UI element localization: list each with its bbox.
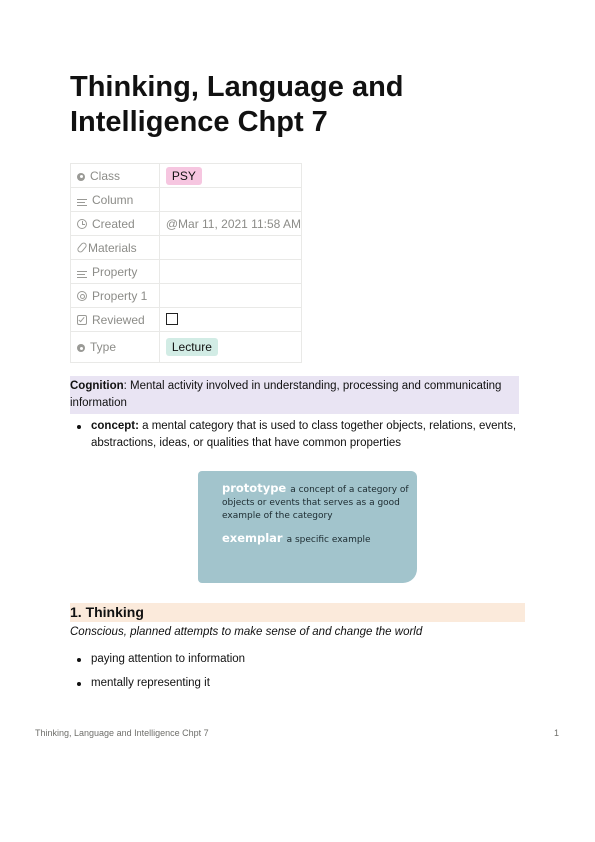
property-value xyxy=(159,308,301,332)
text-icon xyxy=(77,199,87,206)
property-key: Reviewed xyxy=(71,308,160,332)
bullet-icon xyxy=(77,682,81,686)
concept-text: a mental category that is used to class together objects, relations, events, abstractions, ideas, or qualities that have common properties xyxy=(91,420,517,449)
list-item-text: mentally representing it xyxy=(91,677,210,689)
list-item xyxy=(70,675,520,692)
list-item xyxy=(70,651,520,668)
property-row-property-1[interactable] xyxy=(71,284,302,308)
footer-title: Thinking, Language and Intelligence Chpt 7 xyxy=(35,728,209,738)
select-icon xyxy=(77,344,85,352)
bullet-icon xyxy=(77,658,81,662)
property-value[interactable] xyxy=(159,188,301,212)
bullet-icon xyxy=(77,425,81,429)
created-date[interactable]: @Mar 11, 2021 11:58 AM xyxy=(159,212,301,236)
property-value[interactable] xyxy=(159,164,301,188)
definition-image xyxy=(198,471,417,583)
mention-icon xyxy=(77,291,87,301)
prototype-term: prototype xyxy=(222,481,287,495)
property-key: Property 1 xyxy=(71,284,160,308)
page-number: 1 xyxy=(553,728,559,738)
property-key: Column xyxy=(71,188,160,212)
exemplar-text: a specific example xyxy=(286,535,371,545)
property-row-materials[interactable] xyxy=(71,236,302,260)
callout-text: : Mental activity involved in understanding, processing and communicating information xyxy=(70,380,502,409)
section-subline: Conscious, planned attempts to make sense of and change the world xyxy=(70,626,423,638)
prototype-text: a concept of a category of objects or events that serves as a good example of the category xyxy=(222,485,409,521)
text-icon xyxy=(77,271,87,278)
property-row-created[interactable] xyxy=(71,212,302,236)
concept-list xyxy=(70,418,520,459)
property-key: Class xyxy=(71,164,160,188)
property-value[interactable] xyxy=(159,236,301,260)
thinking-list xyxy=(70,651,520,699)
property-row-type[interactable] xyxy=(71,332,302,363)
property-key: Created xyxy=(71,212,160,236)
property-row-class[interactable] xyxy=(71,164,302,188)
list-item xyxy=(70,418,520,452)
section-heading: 1. Thinking xyxy=(70,603,525,622)
class-tag: PSY xyxy=(166,167,202,185)
clock-icon xyxy=(77,219,87,229)
property-key: Property xyxy=(71,260,160,284)
concept-term: concept: xyxy=(91,420,139,432)
exemplar-term: exemplar xyxy=(222,531,283,545)
attachment-icon xyxy=(76,241,88,253)
exemplar-definition xyxy=(222,532,417,547)
checkbox-icon xyxy=(77,315,87,325)
reviewed-checkbox[interactable] xyxy=(166,313,178,325)
property-row-property[interactable] xyxy=(71,260,302,284)
property-row-column[interactable] xyxy=(71,188,302,212)
prototype-definition xyxy=(222,482,417,523)
property-key: Type xyxy=(71,332,160,363)
property-key: Materials xyxy=(71,236,160,260)
callout-term: Cognition xyxy=(70,380,124,392)
property-value[interactable] xyxy=(159,284,301,308)
page-title: Thinking, Language and Intelligence Chpt 7 xyxy=(70,71,404,138)
property-value[interactable] xyxy=(159,332,301,363)
type-tag: Lecture xyxy=(166,338,218,356)
cognition-callout xyxy=(70,376,519,414)
property-row-reviewed[interactable] xyxy=(71,308,302,332)
properties-table xyxy=(70,163,302,363)
list-item-text: paying attention to information xyxy=(91,653,246,665)
property-value[interactable] xyxy=(159,260,301,284)
select-icon xyxy=(77,173,85,181)
